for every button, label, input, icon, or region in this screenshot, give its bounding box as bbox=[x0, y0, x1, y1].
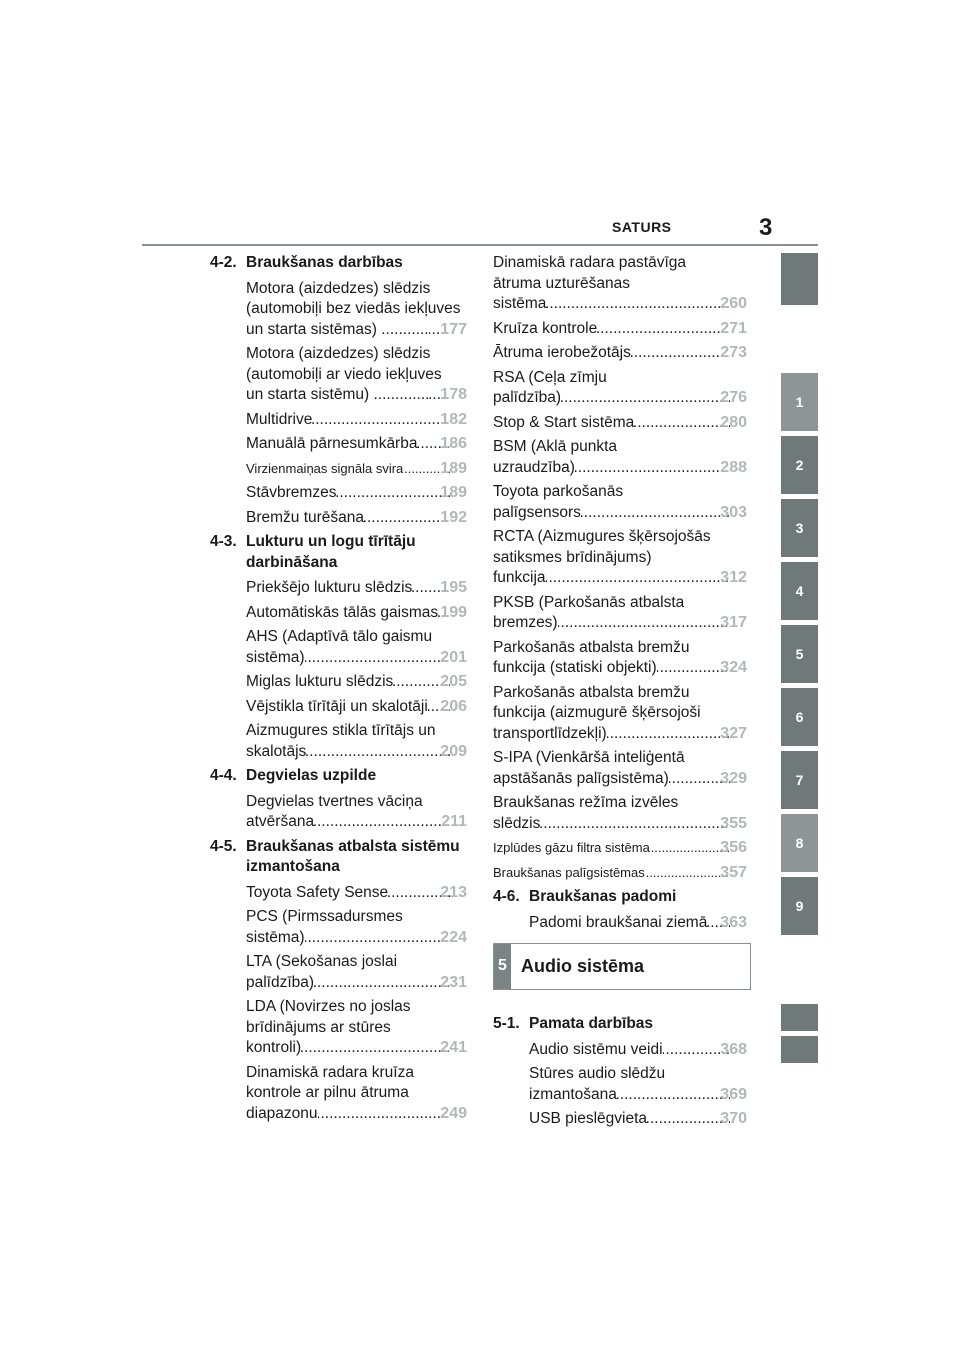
toc-entry[interactable] bbox=[210, 952, 467, 993]
toc-entry-text bbox=[246, 279, 467, 341]
toc-entry-line: Dinamiskā radara pastāvīga bbox=[493, 254, 686, 271]
toc-entry-line: RSA (Ceļa zīmju bbox=[493, 368, 607, 386]
toc-entry-text bbox=[246, 578, 467, 599]
section-number: 4-2. bbox=[210, 254, 237, 271]
toc-entry-last-line bbox=[493, 769, 747, 790]
page-ref[interactable]: 192 bbox=[440, 508, 467, 526]
toc-entry[interactable] bbox=[210, 279, 467, 341]
toc-entry-line: (automobiļi ar viedo iekļuves bbox=[246, 365, 442, 383]
toc-entry[interactable] bbox=[493, 368, 747, 409]
leader-dots bbox=[546, 294, 730, 315]
section-number: 4-5. bbox=[210, 837, 237, 855]
section-title: Degvielas uzpilde bbox=[246, 767, 377, 784]
toc-entry-label: sistēma bbox=[493, 295, 547, 312]
toc-entry-last-line bbox=[246, 385, 467, 406]
toc-entry-text bbox=[246, 697, 467, 718]
toc-entry-last-line bbox=[493, 388, 747, 409]
section-title: Braukšanas padomi bbox=[529, 888, 677, 905]
toc-entry-text bbox=[246, 410, 467, 431]
toc-entry-last-line bbox=[493, 413, 747, 434]
toc-entry-line: Motora (aizdedzes) slēdzis bbox=[246, 345, 431, 362]
toc-entry-label: un starta sistēmu) ............. bbox=[246, 386, 430, 403]
chapter-heading-box bbox=[493, 943, 751, 990]
toc-entry[interactable] bbox=[210, 672, 467, 693]
toc-entry[interactable] bbox=[210, 721, 467, 762]
toc-entry-text bbox=[529, 1040, 747, 1061]
page-ref[interactable]: 327 bbox=[720, 724, 747, 742]
page-ref[interactable]: 317 bbox=[720, 614, 747, 631]
toc-entry-last-line bbox=[246, 578, 467, 599]
toc-entry-label: kontroli) bbox=[246, 1039, 302, 1056]
toc-entry-last-line bbox=[246, 648, 467, 669]
chapter-tab-3[interactable]: 3 bbox=[781, 499, 818, 557]
leader-dots bbox=[318, 1104, 451, 1125]
toc-entry-label: Bremžu turēšana bbox=[246, 508, 365, 526]
page-ref[interactable]: 195 bbox=[440, 579, 467, 596]
toc-entry-text bbox=[246, 459, 467, 480]
page-ref[interactable]: 213 bbox=[440, 883, 467, 901]
page-ref[interactable]: 206 bbox=[440, 697, 467, 715]
toc-entry-last-line bbox=[246, 928, 467, 949]
page-ref[interactable]: 199 bbox=[440, 603, 467, 621]
chapter-tab-2[interactable]: 2 bbox=[781, 436, 818, 494]
page-ref[interactable]: 368 bbox=[720, 1040, 747, 1058]
toc-entry-line: PKSB (Parkošanās atbalsta bbox=[493, 593, 685, 611]
toc-entry-last-line bbox=[246, 410, 467, 431]
toc-entry-label: sistēma) bbox=[246, 928, 305, 946]
leader-dots bbox=[364, 508, 450, 529]
toc-entry-label: Audio sistēmu veidi bbox=[529, 1040, 663, 1058]
leader-dots bbox=[314, 973, 450, 994]
chapter-tab-4[interactable]: 4 bbox=[781, 562, 818, 620]
page-ref[interactable]: 363 bbox=[720, 913, 747, 931]
toc-entry-label: Multidrive bbox=[246, 410, 313, 428]
toc-entry[interactable] bbox=[210, 627, 467, 668]
chapter-tab[interactable] bbox=[781, 253, 818, 305]
leader-dots bbox=[634, 413, 730, 434]
toc-entry-label: Priekšējo lukturu slēdzis bbox=[246, 579, 413, 596]
toc-entry-label: Virzienmaiņas signāla svira bbox=[246, 460, 404, 476]
toc-entry-text bbox=[493, 863, 747, 884]
toc-entry-line: LTA (Sekošanas joslai bbox=[246, 953, 398, 970]
toc-entry[interactable] bbox=[210, 1063, 467, 1125]
toc-entry-last-line bbox=[246, 883, 467, 904]
toc-entry-text bbox=[493, 527, 747, 589]
toc-entry-text bbox=[493, 368, 747, 409]
toc-entry-line: Stūres audio slēdžu bbox=[529, 1065, 666, 1082]
toc-entry-last-line bbox=[493, 658, 747, 679]
leader-dots bbox=[597, 319, 730, 340]
toc-entry-line: Toyota parkošanās bbox=[493, 483, 624, 500]
toc-entry-line: brīdinājums ar stūres bbox=[246, 1018, 391, 1036]
toc-entry-label: Stop & Start sistēma bbox=[493, 413, 635, 431]
toc-entry-label: apstāšanās palīgsistēma) bbox=[493, 769, 669, 787]
toc-entry[interactable] bbox=[493, 793, 747, 834]
toc-section-heading bbox=[493, 1014, 747, 1035]
toc-section-heading bbox=[210, 837, 467, 878]
toc-entry[interactable] bbox=[210, 410, 467, 431]
toc-entry[interactable] bbox=[493, 638, 747, 679]
chapter-tab-8[interactable]: 8 bbox=[781, 814, 818, 872]
toc-entry-label: slēdzis bbox=[493, 814, 541, 832]
toc-entry-text bbox=[246, 883, 467, 904]
toc-entry[interactable] bbox=[493, 913, 747, 934]
leader-dots bbox=[645, 863, 731, 884]
toc-entry-last-line bbox=[493, 343, 747, 364]
page-ref[interactable]: 355 bbox=[720, 814, 747, 832]
toc-entry-text bbox=[493, 748, 747, 789]
toc-entry-last-line bbox=[493, 319, 747, 340]
toc-entry[interactable] bbox=[493, 343, 747, 364]
page-ref[interactable]: 186 bbox=[440, 435, 467, 452]
toc-entry-text bbox=[493, 838, 747, 859]
page-ref[interactable]: 249 bbox=[440, 1104, 467, 1122]
toc-entry-text bbox=[246, 627, 467, 668]
toc-entry-label: Izplūdes gāzu filtra sistēma bbox=[493, 840, 650, 855]
page-ref[interactable]: 329 bbox=[720, 769, 747, 787]
toc-entry-text bbox=[246, 907, 467, 948]
toc-entry-last-line bbox=[493, 724, 747, 745]
toc-entry-label: bremzes) bbox=[493, 614, 558, 631]
chapter-tab-9[interactable]: 9 bbox=[781, 877, 818, 935]
leader-dots bbox=[631, 343, 730, 364]
toc-entry-label: palīgsensors bbox=[493, 503, 581, 521]
toc-entry-line: (automobiļi bez viedās iekļuves bbox=[246, 300, 461, 317]
page-ref[interactable]: 369 bbox=[720, 1085, 747, 1103]
toc-section-heading bbox=[210, 532, 467, 573]
toc-entry[interactable] bbox=[210, 792, 467, 833]
toc-entry-text bbox=[493, 793, 747, 834]
toc-entry[interactable] bbox=[493, 527, 747, 589]
toc-entry[interactable] bbox=[210, 697, 467, 718]
chapter-tab[interactable] bbox=[781, 1036, 818, 1063]
header-divider bbox=[142, 244, 818, 246]
toc-entry-label: transportlīdzekļi) bbox=[493, 724, 607, 742]
toc-entry-last-line bbox=[493, 458, 747, 479]
leader-dots bbox=[561, 388, 730, 409]
toc-entry[interactable] bbox=[493, 683, 747, 745]
toc-entry-label: Miglas lukturu slēdzis bbox=[246, 673, 394, 690]
page-ref[interactable]: 182 bbox=[440, 410, 467, 428]
page-ref[interactable]: 177 bbox=[440, 320, 467, 338]
page-ref[interactable]: 260 bbox=[720, 295, 747, 312]
section-title: Braukšanas atbalsta sistēmu izmantošana bbox=[246, 837, 460, 875]
leader-dots bbox=[558, 613, 731, 634]
page-ref[interactable]: 231 bbox=[440, 973, 467, 991]
toc-entry-label: uzraudzība) bbox=[493, 458, 575, 476]
toc-entry-last-line bbox=[493, 814, 747, 835]
toc-entry-text bbox=[493, 253, 747, 315]
toc-right-column bbox=[493, 253, 747, 1134]
section-title: Lukturu un logu tīrītāju darbināšana bbox=[246, 533, 416, 571]
toc-entry-last-line bbox=[246, 672, 467, 693]
toc-entry[interactable] bbox=[210, 434, 467, 455]
page-ref[interactable]: 201 bbox=[440, 648, 467, 666]
page-ref[interactable]: 276 bbox=[720, 389, 747, 406]
toc-entry-label: Braukšanas palīgsistēmas bbox=[493, 864, 645, 880]
leader-dots bbox=[336, 483, 450, 504]
toc-entry-last-line bbox=[246, 1038, 467, 1059]
toc-entry-line: Aizmugures stikla tīrītājs un bbox=[246, 722, 436, 739]
leader-dots bbox=[575, 458, 730, 479]
section-number: 5-1. bbox=[493, 1015, 520, 1032]
section-number: 4-3. bbox=[210, 533, 237, 550]
toc-entry-label: funkcija bbox=[493, 569, 546, 586]
page-ref[interactable]: 324 bbox=[720, 659, 747, 676]
toc-entry-line: BSM (Aklā punkta bbox=[493, 438, 618, 455]
toc-entry-text bbox=[493, 343, 747, 364]
page-number: 3 bbox=[759, 214, 773, 241]
page-ref[interactable]: 271 bbox=[720, 319, 747, 337]
toc-entry-last-line bbox=[246, 459, 467, 480]
toc-entry-text bbox=[493, 593, 747, 634]
toc-entry-label: USB pieslēgvieta bbox=[529, 1110, 648, 1127]
toc-entry-line: PCS (Pirmssadursmes bbox=[246, 908, 403, 925]
toc-entry-label: Vējstikla tīrītāji un skalotāji bbox=[246, 697, 428, 715]
toc-entry-text bbox=[246, 344, 467, 406]
toc-entry-label: izmantošana bbox=[529, 1085, 617, 1103]
chapter-tab-5[interactable]: 5 bbox=[781, 625, 818, 683]
toc-entry-text bbox=[529, 1109, 747, 1130]
toc-entry-last-line bbox=[246, 697, 467, 718]
toc-entry-line: funkcija (aizmugurē šķērsojoši bbox=[493, 704, 701, 721]
header-title: SATURS bbox=[612, 219, 672, 235]
leader-dots bbox=[647, 1109, 730, 1130]
page-ref[interactable]: 241 bbox=[440, 1039, 467, 1056]
section-number: 4-6. bbox=[493, 888, 520, 905]
page-ref[interactable]: 205 bbox=[440, 673, 467, 690]
toc-entry-text bbox=[246, 508, 467, 529]
toc-entry-label: Toyota Safety Sense bbox=[246, 883, 389, 901]
toc-entry-last-line bbox=[493, 294, 747, 315]
toc-entry[interactable] bbox=[210, 483, 467, 504]
toc-entry[interactable] bbox=[210, 603, 467, 624]
toc-entry[interactable] bbox=[210, 883, 467, 904]
chapter-tab-6[interactable]: 6 bbox=[781, 688, 818, 746]
toc-entry-line: Braukšanas režīma izvēles bbox=[493, 794, 679, 811]
toc-entry-label: Kruīza kontrole bbox=[493, 319, 598, 337]
toc-entry-text bbox=[529, 1064, 747, 1105]
toc-entry[interactable] bbox=[210, 344, 467, 406]
toc-entry-text bbox=[246, 1063, 467, 1125]
toc-entry-text bbox=[493, 319, 747, 340]
toc-entry-label: skalotājs bbox=[246, 742, 307, 760]
toc-entry-label: sistēma) bbox=[246, 648, 305, 666]
leader-dots bbox=[312, 410, 450, 431]
toc-entry-text bbox=[493, 437, 747, 478]
toc-entry-last-line bbox=[246, 973, 467, 994]
toc-entry-label: Stāvbremzes bbox=[246, 484, 337, 501]
toc-section-heading bbox=[210, 253, 467, 274]
toc-entry[interactable] bbox=[493, 863, 747, 884]
toc-entry-text bbox=[529, 913, 747, 934]
leader-dots bbox=[650, 838, 731, 859]
page-ref[interactable]: 303 bbox=[720, 503, 747, 521]
leader-dots bbox=[617, 1085, 730, 1106]
toc-entry[interactable] bbox=[210, 459, 467, 480]
toc-entry[interactable] bbox=[210, 578, 467, 599]
toc-entry-label: Padomi braukšanai ziemā bbox=[529, 913, 708, 931]
toc-entry-label: Ātruma ierobežotājs bbox=[493, 344, 631, 361]
toc-entry-last-line bbox=[529, 1085, 747, 1106]
toc-entry-text bbox=[246, 952, 467, 993]
toc-entry-last-line bbox=[493, 863, 747, 884]
toc-entry-last-line bbox=[493, 613, 747, 634]
toc-entry[interactable] bbox=[493, 1040, 747, 1061]
toc-entry-text bbox=[493, 638, 747, 679]
toc-entry-label: palīdzība) bbox=[246, 973, 315, 991]
leader-dots bbox=[657, 658, 731, 679]
page-ref[interactable]: 224 bbox=[440, 928, 467, 946]
toc-entry-line: S-IPA (Vienkāršā inteliģentā bbox=[493, 749, 685, 766]
toc-entry-last-line bbox=[246, 812, 467, 833]
toc-entry-last-line bbox=[529, 1040, 747, 1061]
toc-entry-text bbox=[246, 672, 467, 693]
toc-entry-last-line bbox=[246, 1104, 467, 1125]
toc-entry[interactable] bbox=[493, 482, 747, 523]
toc-entry[interactable] bbox=[210, 508, 467, 529]
toc-entry[interactable] bbox=[493, 1109, 747, 1130]
toc-entry-label: un starta sistēmas) ........... bbox=[246, 320, 429, 338]
toc-entry-line: satiksmes brīdinājums) bbox=[493, 548, 652, 566]
toc-entry-last-line bbox=[246, 434, 467, 455]
leader-dots bbox=[540, 814, 730, 835]
toc-entry[interactable] bbox=[493, 838, 747, 859]
toc-entry-text bbox=[246, 434, 467, 455]
toc-entry[interactable] bbox=[210, 997, 467, 1059]
section-number: 4-4. bbox=[210, 767, 237, 784]
toc-entry-last-line bbox=[493, 838, 747, 859]
chapter-tab[interactable] bbox=[781, 1004, 818, 1031]
toc-entry-last-line bbox=[529, 1109, 747, 1130]
leader-dots bbox=[305, 648, 451, 669]
leader-dots bbox=[581, 503, 730, 524]
toc-entry[interactable] bbox=[493, 1064, 747, 1105]
toc-entry-text bbox=[493, 482, 747, 523]
page-ref[interactable]: 357 bbox=[720, 863, 747, 881]
chapter-number: 5 bbox=[494, 944, 511, 989]
page-ref[interactable]: 189 bbox=[440, 484, 467, 501]
section-title: Pamata darbības bbox=[529, 1015, 654, 1032]
toc-entry-last-line bbox=[529, 913, 747, 934]
toc-entry[interactable] bbox=[493, 319, 747, 340]
section-title: Braukšanas darbības bbox=[246, 254, 403, 271]
toc-entry-line: LDA (Novirzes no joslas bbox=[246, 998, 411, 1015]
leader-dots bbox=[314, 812, 451, 833]
leader-dots bbox=[301, 1038, 450, 1059]
leader-dots bbox=[305, 928, 451, 949]
leader-dots bbox=[546, 568, 731, 589]
toc-entry[interactable] bbox=[493, 748, 747, 789]
toc-entry-line: Dinamiskā radara kruīza bbox=[246, 1063, 414, 1081]
leader-dots bbox=[306, 742, 450, 763]
toc-entry-line: AHS (Adaptīvā tālo gaismu bbox=[246, 628, 433, 645]
toc-entry-label: diapazonu bbox=[246, 1104, 318, 1122]
toc-entry-text bbox=[246, 997, 467, 1059]
chapter-tab-7[interactable]: 7 bbox=[781, 751, 818, 809]
toc-entry-label: palīdzība) bbox=[493, 389, 562, 406]
toc-entry-line: Parkošanās atbalsta bremžu bbox=[493, 683, 690, 701]
toc-entry-line: Degvielas tvertnes vāciņa bbox=[246, 792, 423, 810]
toc-entry[interactable] bbox=[493, 437, 747, 478]
toc-entry-last-line bbox=[493, 503, 747, 524]
toc-entry-line: kontrole ar pilnu ātruma bbox=[246, 1084, 409, 1101]
toc-entry-last-line bbox=[246, 483, 467, 504]
toc-entry-last-line bbox=[493, 568, 747, 589]
toc-entry-line: ātruma uzturēšanas bbox=[493, 274, 630, 292]
toc-entry-last-line bbox=[246, 742, 467, 763]
page-ref[interactable]: 211 bbox=[441, 813, 467, 830]
toc-entry[interactable] bbox=[493, 593, 747, 634]
toc-section-heading bbox=[210, 766, 467, 787]
toc-entry-text bbox=[493, 683, 747, 745]
toc-entry-last-line bbox=[246, 320, 467, 341]
toc-entry-text bbox=[493, 413, 747, 434]
page-ref[interactable]: 209 bbox=[440, 742, 467, 760]
page-ref[interactable]: 273 bbox=[720, 344, 747, 361]
toc-entry-text bbox=[246, 603, 467, 624]
toc-section-heading bbox=[493, 887, 747, 908]
page-ref[interactable]: 178 bbox=[440, 386, 467, 403]
page-ref[interactable]: 356 bbox=[720, 839, 747, 856]
toc-entry[interactable] bbox=[210, 907, 467, 948]
page-ref[interactable]: 288 bbox=[720, 458, 747, 476]
toc-entry-line: Parkošanās atbalsta bremžu bbox=[493, 638, 690, 656]
toc-left-column bbox=[210, 253, 467, 1128]
chapter-tab-1[interactable]: 1 bbox=[781, 373, 818, 431]
toc-entry-label: atvēršana bbox=[246, 813, 315, 830]
toc-entry-label: funkcija (statiski objekti) bbox=[493, 659, 657, 676]
leader-dots bbox=[607, 724, 731, 745]
toc-entry[interactable] bbox=[493, 253, 747, 315]
toc-entry-label: Manuālā pārnesumkārba bbox=[246, 435, 418, 452]
toc-entry-text bbox=[246, 483, 467, 504]
toc-entry-last-line bbox=[246, 508, 467, 529]
toc-entry-text bbox=[246, 792, 467, 833]
page-ref[interactable]: 189 bbox=[440, 459, 467, 477]
page-ref[interactable]: 312 bbox=[720, 569, 747, 586]
chapter-title: Audio sistēma bbox=[521, 956, 645, 977]
toc-entry-text bbox=[246, 721, 467, 762]
toc-entry-last-line bbox=[246, 603, 467, 624]
page-ref[interactable]: 370 bbox=[720, 1110, 747, 1127]
toc-entry-line: RCTA (Aizmugures šķērsojošās bbox=[493, 528, 711, 545]
page-ref[interactable]: 280 bbox=[720, 413, 747, 431]
toc-entry[interactable] bbox=[493, 413, 747, 434]
toc-entry-label: Automātiskās tālās gaismas bbox=[246, 603, 439, 621]
toc-entry-line: Motora (aizdedzes) slēdzis bbox=[246, 279, 431, 297]
